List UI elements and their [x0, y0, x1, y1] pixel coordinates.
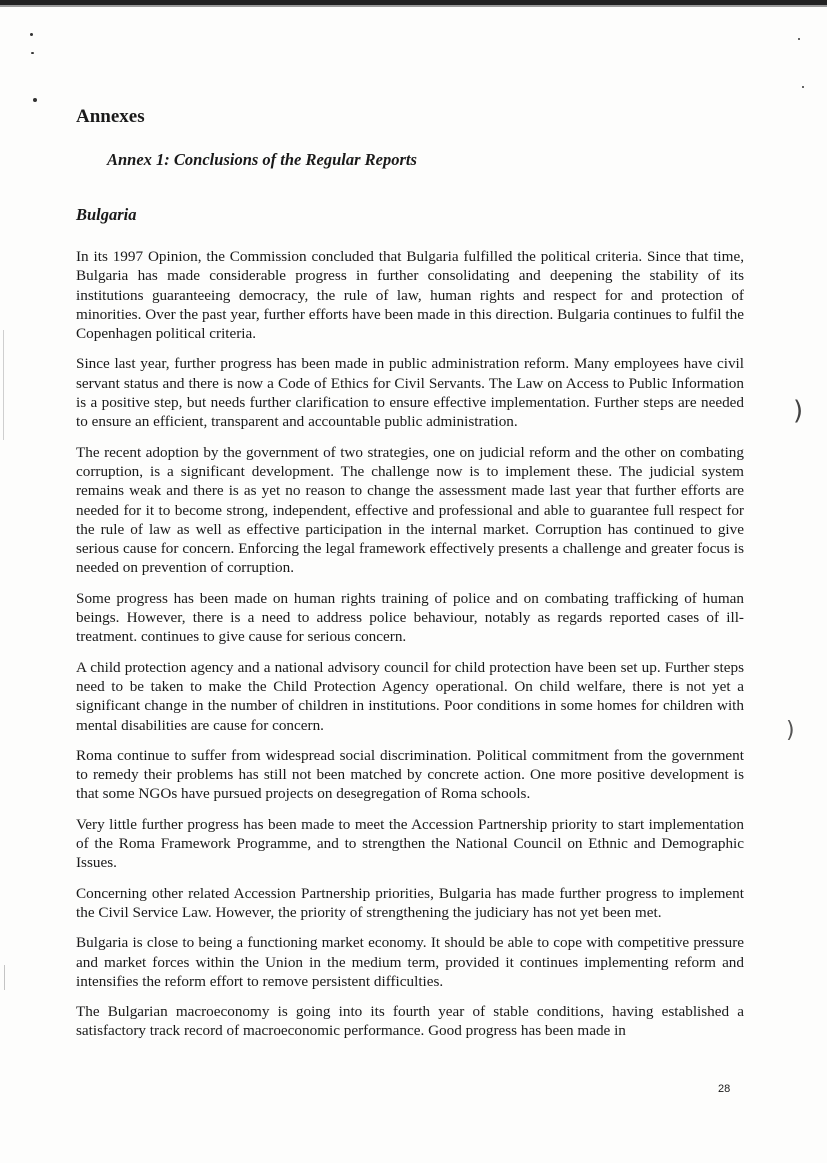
- paragraph: Since last year, further progress has been made in public administration reform. Many employees have civil servant status and there is now a Code of Ethics for Civil Servants. The Law on Access to Public Information is a positive step, but needs further clarification to ensure effective implementation. Further steps are needed to ensure an efficient, transparent and accountable public administration.: [76, 355, 744, 431]
- scan-top-shadow: [0, 5, 827, 7]
- paragraph: A child protection agency and a national advisory council for child protection have been set up. Further steps need to be taken to make the Child Protection Agency operational. On child welfare, there is not yet a significant change in the number of children in institutions. Poor conditions in some homes for children with mental disabilities are cause for concern.: [76, 658, 744, 734]
- annex-title: Annex 1: Conclusions of the Regular Reports: [107, 150, 417, 169]
- scan-speck: [802, 86, 804, 88]
- paragraph: Roma continue to suffer from widespread social discrimination. Political commitment from the government to remedy their problems has still not been matched by concrete action. One more positive development is that some NGOs have pursued projects on desegregation of Roma schools.: [76, 746, 744, 803]
- page-number: 28: [718, 1083, 731, 1095]
- paragraph: The recent adoption by the government of two strategies, one on judicial reform and the other on combating corruption, is a significant development. The challenge now is to implement these. The judicial system remains weak and there is as yet no reason to change the assessment made last year that further efforts are needed for it to become strong, independent, effective and professional and able to guarantee full respect for the rule of law as well as effective participation in the internal market. Corruption has continued to give serious cause for concern. Enforcing the legal framework effectively presents a challenge and greater focus is needed on prevention of corruption.: [76, 443, 744, 577]
- body-text: [76, 247, 744, 1052]
- section-heading: Annexes: [76, 106, 145, 127]
- scan-speck: [30, 33, 33, 36]
- paragraph: Very little further progress has been made to meet the Accession Partnership priority to start implementation of the Roma Framework Programme, and to strengthen the National Council on Ethnic and Demographic Issues.: [76, 815, 744, 872]
- scan-left-edge-lower: [4, 965, 5, 990]
- scan-speck: [33, 98, 37, 102]
- binder-hole-mark: ): [793, 396, 804, 426]
- scan-speck: [798, 38, 800, 40]
- scan-left-edge: [3, 330, 4, 440]
- paragraph: Some progress has been made on human rights training of police and on combating trafficking of human beings. However, there is a need to address police behaviour, notably as regards reported cases of ill-treatment. continues to give cause for serious concern.: [76, 589, 744, 646]
- binder-hole-mark: ): [786, 718, 795, 743]
- paragraph: Concerning other related Accession Partnership priorities, Bulgaria has made further progress to implement the Civil Service Law. However, the priority of strengthening the judiciary has not yet been met.: [76, 884, 744, 921]
- country-heading: Bulgaria: [76, 205, 137, 224]
- paragraph: Bulgaria is close to being a functioning market economy. It should be able to cope with competitive pressure and market forces within the Union in the medium term, provided it continues implementing reform and intensifies the reform effort to remove persistent difficulties.: [76, 934, 744, 990]
- paragraph: The Bulgarian macroeconomy is going into its fourth year of stable conditions, having established a satisfactory track record of macroeconomic performance. Good progress has been made in: [76, 1003, 744, 1040]
- paragraph: In its 1997 Opinion, the Commission concluded that Bulgaria fulfilled the political criteria. Since that time, Bulgaria has made considerable progress in further consolidating and deepening the stability of its institutions guaranteeing democracy, the rule of law, human rights and respect for and protection of minorities. Over the past year, further efforts have been made in this direction. Bulgaria continues to fulfil the Copenhagen political criteria.: [76, 248, 744, 343]
- scan-speck: [31, 52, 34, 54]
